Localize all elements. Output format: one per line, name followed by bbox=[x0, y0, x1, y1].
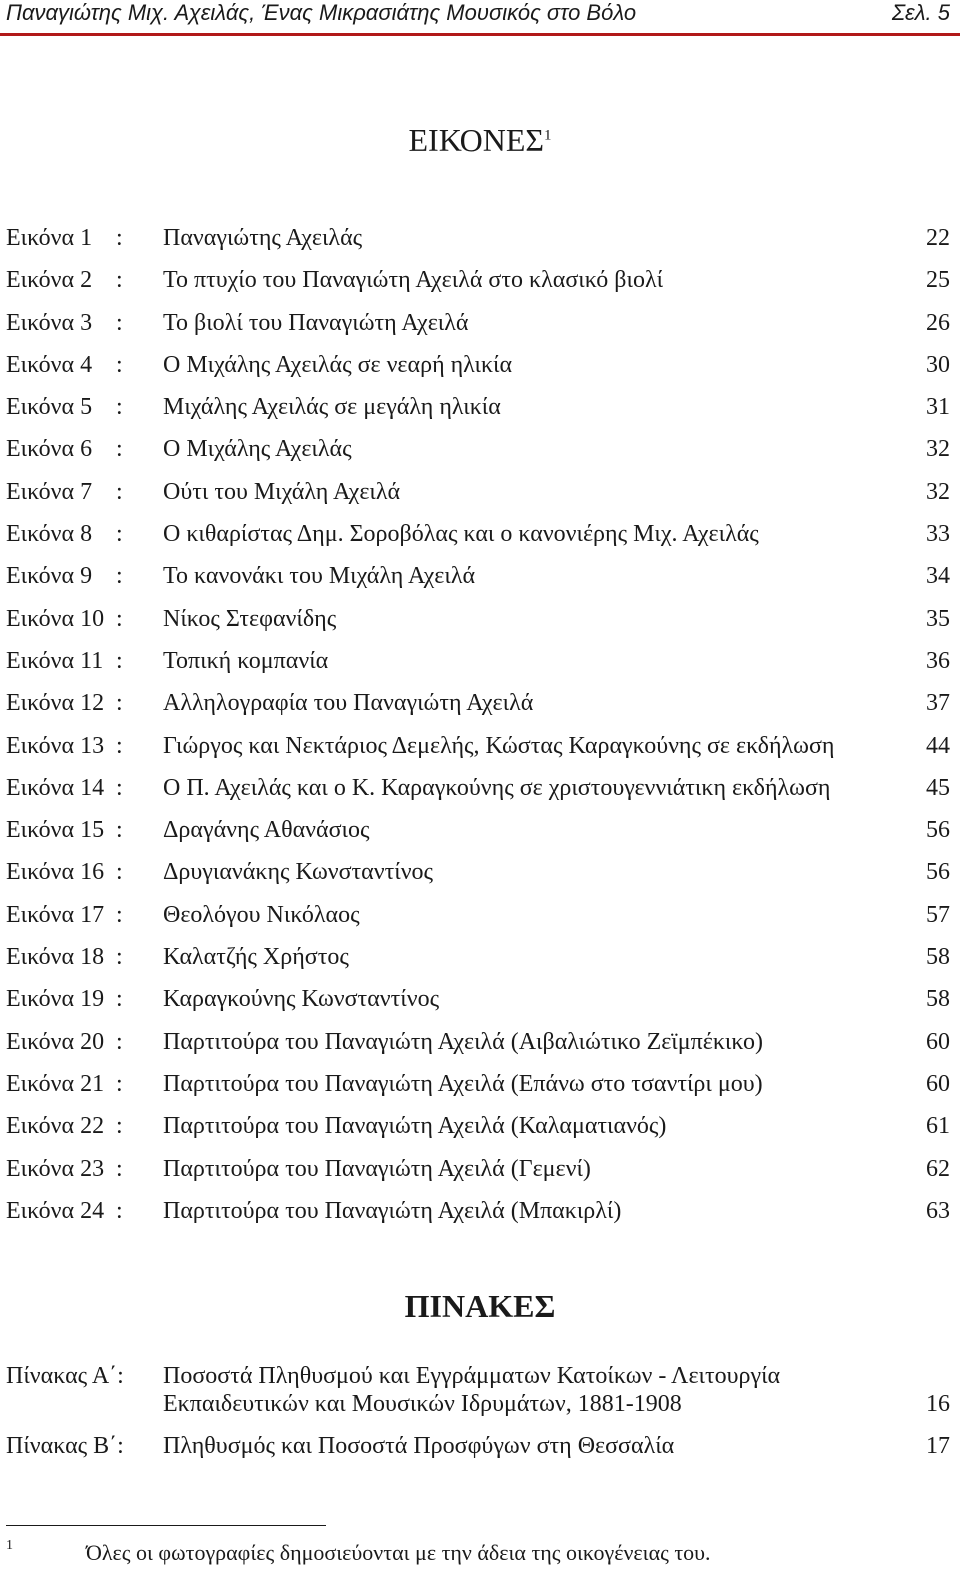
figure-description: Παρτιτούρα του Παναγιώτη Αχειλά (Μπακιρλί) bbox=[163, 1197, 622, 1224]
figure-description: Παρτιτούρα του Παναγιώτη Αχειλά (Επάνω στο τσαντίρι μου) bbox=[163, 1070, 763, 1097]
separator: : bbox=[116, 690, 123, 717]
separator: : bbox=[116, 309, 123, 336]
figures-title bbox=[0, 122, 960, 159]
figure-description: Ούτι του Μιχάλη Αχειλά bbox=[163, 478, 401, 505]
figures-list bbox=[0, 222, 960, 1237]
separator: : bbox=[116, 901, 123, 928]
table-description-line2: Εκπαιδευτικών και Μουσικών Ιδρυμάτων, 1881-1908 bbox=[163, 1391, 682, 1417]
figure-label: Εικόνα 2 bbox=[6, 267, 93, 294]
figure-description: Καλατζής Χρήστος bbox=[163, 944, 349, 971]
figure-label: Εικόνα 3 bbox=[6, 309, 93, 336]
figure-description: Παναγιώτης Αχειλάς bbox=[163, 225, 363, 251]
list-item bbox=[0, 476, 960, 518]
running-title: Παναγιώτης Μιχ. Αχειλάς, Ένας Μικρασιάτης Μουσικός στο Βόλο bbox=[6, 0, 637, 25]
figure-description: Το πτυχίο του Παναγιώτη Αχειλά στο κλασικό βιολί bbox=[163, 267, 664, 294]
figure-description: Ο Π. Αχειλάς και ο Κ. Καραγκούνης σε χριστουγεννιάτικη εκδήλωση bbox=[163, 774, 831, 801]
list-item bbox=[0, 899, 960, 941]
figure-label: Εικόνα 9 bbox=[6, 563, 93, 590]
figure-label: Εικόνα 15 bbox=[6, 817, 105, 844]
table-description-line1: Ποσοστά Πληθυσμού και Εγγράμματων Κατοίκων - Λειτουργία bbox=[163, 1363, 781, 1389]
separator: : bbox=[116, 394, 123, 421]
figure-description: Γιώργος και Νεκτάριος Δεμελής, Κώστας Καραγκούνης σε εκδήλωση bbox=[163, 732, 835, 759]
figure-page: 63 bbox=[926, 1197, 950, 1224]
list-item bbox=[0, 307, 960, 349]
separator: : bbox=[116, 225, 123, 251]
figure-page: 37 bbox=[926, 690, 950, 717]
figure-description: Καραγκούνης Κωνσταντίνος bbox=[163, 986, 440, 1013]
footnote-mark: 1 bbox=[6, 1538, 13, 1553]
separator: : bbox=[116, 521, 123, 548]
figure-page: 58 bbox=[926, 944, 950, 971]
figure-label: Εικόνα 19 bbox=[6, 986, 105, 1013]
figure-page: 33 bbox=[926, 521, 950, 548]
figure-page: 32 bbox=[926, 478, 950, 505]
figure-label: Εικόνα 22 bbox=[6, 1113, 105, 1140]
list-item bbox=[0, 983, 960, 1025]
figure-description: Αλληλογραφία του Παναγιώτη Αχειλά bbox=[163, 690, 534, 717]
table-description-line1: Πληθυσμός και Ποσοστά Προσφύγων στη Θεσσαλία bbox=[163, 1433, 675, 1459]
figure-page: 34 bbox=[926, 563, 950, 590]
separator: : bbox=[116, 986, 123, 1013]
list-item bbox=[0, 645, 960, 687]
separator: : bbox=[116, 1070, 123, 1097]
table-label: Πίνακας Α΄: bbox=[6, 1363, 124, 1389]
list-item bbox=[0, 1432, 960, 1464]
tables-title: ΠΙΝΑΚΕΣ bbox=[404, 1288, 556, 1324]
list-item bbox=[0, 730, 960, 772]
figure-label: Εικόνα 11 bbox=[6, 647, 104, 674]
figure-description: Θεολόγου Νικόλαος bbox=[163, 901, 360, 928]
list-item bbox=[0, 772, 960, 814]
list-item bbox=[0, 222, 960, 264]
figure-page: 32 bbox=[926, 436, 950, 463]
figure-page: 57 bbox=[926, 901, 950, 928]
figure-label: Εικόνα 13 bbox=[6, 732, 105, 759]
table-label: Πίνακας Β΄: bbox=[6, 1433, 124, 1459]
list-item bbox=[0, 1195, 960, 1237]
figure-description: Ο Μιχάλης Αχειλάς bbox=[163, 436, 352, 463]
figure-page: 62 bbox=[926, 1155, 950, 1182]
list-item bbox=[0, 1068, 960, 1110]
list-item bbox=[0, 687, 960, 729]
tables-list bbox=[0, 1362, 960, 1464]
figure-label: Εικόνα 24 bbox=[6, 1197, 105, 1224]
figure-page: 58 bbox=[926, 986, 950, 1013]
figure-description: Μιχάλης Αχειλάς σε μεγάλη ηλικία bbox=[163, 394, 501, 421]
separator: : bbox=[116, 1028, 123, 1055]
figure-page: 45 bbox=[926, 774, 950, 801]
list-item bbox=[0, 1026, 960, 1068]
figure-page: 22 bbox=[926, 225, 950, 251]
separator: : bbox=[116, 944, 123, 971]
figure-label: Εικόνα 23 bbox=[6, 1155, 105, 1182]
figure-label: Εικόνα 20 bbox=[6, 1028, 105, 1055]
figure-description: Παρτιτούρα του Παναγιώτη Αχειλά (Γεμενί) bbox=[163, 1155, 591, 1182]
separator: : bbox=[116, 351, 123, 378]
separator: : bbox=[116, 478, 123, 505]
list-item bbox=[0, 391, 960, 433]
separator: : bbox=[116, 267, 123, 294]
list-item bbox=[0, 856, 960, 898]
page-number: Σελ. 5 bbox=[891, 0, 950, 25]
figure-page: 25 bbox=[926, 267, 950, 294]
table-page: 16 bbox=[926, 1391, 950, 1417]
table-page: 17 bbox=[926, 1433, 950, 1459]
list-item bbox=[0, 349, 960, 391]
figure-description: Νίκος Στεφανίδης bbox=[163, 605, 337, 632]
figure-label: Εικόνα 18 bbox=[6, 944, 105, 971]
separator: : bbox=[116, 1197, 123, 1224]
figure-description: Το κανονάκι του Μιχάλη Αχειλά bbox=[163, 563, 476, 590]
figure-label: Εικόνα 5 bbox=[6, 394, 93, 421]
figure-page: 56 bbox=[926, 817, 950, 844]
figure-label: Εικόνα 17 bbox=[6, 901, 105, 928]
figure-label: Εικόνα 4 bbox=[6, 351, 93, 378]
list-item bbox=[0, 560, 960, 602]
figure-page: 56 bbox=[926, 859, 950, 886]
separator: : bbox=[116, 436, 123, 463]
figure-page: 61 bbox=[926, 1113, 950, 1140]
page-header bbox=[0, 0, 960, 36]
list-item bbox=[0, 814, 960, 856]
figure-description: Δραγάνης Αθανάσιος bbox=[163, 817, 370, 844]
separator: : bbox=[116, 859, 123, 886]
separator: : bbox=[116, 732, 123, 759]
figure-page: 31 bbox=[926, 394, 950, 421]
separator: : bbox=[116, 647, 123, 674]
footnote-divider bbox=[6, 1525, 326, 1526]
figures-title-text: ΕΙΚΟΝΕΣ bbox=[408, 122, 544, 158]
figure-page: 36 bbox=[926, 647, 950, 674]
list-item bbox=[0, 941, 960, 983]
list-item bbox=[0, 264, 960, 306]
list-item bbox=[0, 1362, 960, 1432]
list-item bbox=[0, 518, 960, 560]
figure-page: 60 bbox=[926, 1028, 950, 1055]
separator: : bbox=[116, 605, 123, 632]
figure-label: Εικόνα 8 bbox=[6, 521, 93, 548]
figure-page: 35 bbox=[926, 605, 950, 632]
figure-label: Εικόνα 16 bbox=[6, 859, 105, 886]
figure-description: Ο κιθαρίστας Δημ. Σοροβόλας και ο κανονιέρης Μιχ. Αχειλάς bbox=[163, 521, 759, 548]
figure-page: 26 bbox=[926, 309, 950, 336]
footnote-text: Όλες οι φωτογραφίες δημοσιεύονται με την άδεια της οικογένειας του. bbox=[86, 1540, 711, 1565]
figure-label: Εικόνα 12 bbox=[6, 690, 105, 717]
separator: : bbox=[116, 774, 123, 801]
figure-label: Εικόνα 6 bbox=[6, 436, 93, 463]
figure-label: Εικόνα 7 bbox=[6, 478, 93, 505]
list-item bbox=[0, 1153, 960, 1195]
figure-page: 30 bbox=[926, 351, 950, 378]
list-item bbox=[0, 1110, 960, 1152]
figure-label: Εικόνα 14 bbox=[6, 774, 105, 801]
figure-page: 60 bbox=[926, 1070, 950, 1097]
separator: : bbox=[116, 1113, 123, 1140]
separator: : bbox=[116, 817, 123, 844]
figure-description: Ο Μιχάλης Αχειλάς σε νεαρή ηλικία bbox=[163, 351, 513, 378]
figure-label: Εικόνα 10 bbox=[6, 605, 105, 632]
figure-description: Δρυγιανάκης Κωνσταντίνος bbox=[163, 859, 434, 886]
figure-description: Τοπική κομπανία bbox=[163, 647, 329, 674]
list-item bbox=[0, 603, 960, 645]
list-item bbox=[0, 433, 960, 475]
separator: : bbox=[116, 1155, 123, 1182]
figure-label: Εικόνα 1 bbox=[6, 225, 93, 251]
footnote-ref[interactable]: 1 bbox=[544, 127, 552, 144]
figure-description: Παρτιτούρα του Παναγιώτη Αχειλά (Καλαματιανός) bbox=[163, 1113, 667, 1140]
separator: : bbox=[116, 563, 123, 590]
figure-page: 44 bbox=[926, 732, 950, 759]
figure-description: Παρτιτούρα του Παναγιώτη Αχειλά (Αιβαλιώτικο Ζεϊμπέκικο) bbox=[163, 1028, 763, 1055]
figure-description: Το βιολί του Παναγιώτη Αχειλά bbox=[163, 309, 469, 336]
figure-label: Εικόνα 21 bbox=[6, 1070, 105, 1097]
